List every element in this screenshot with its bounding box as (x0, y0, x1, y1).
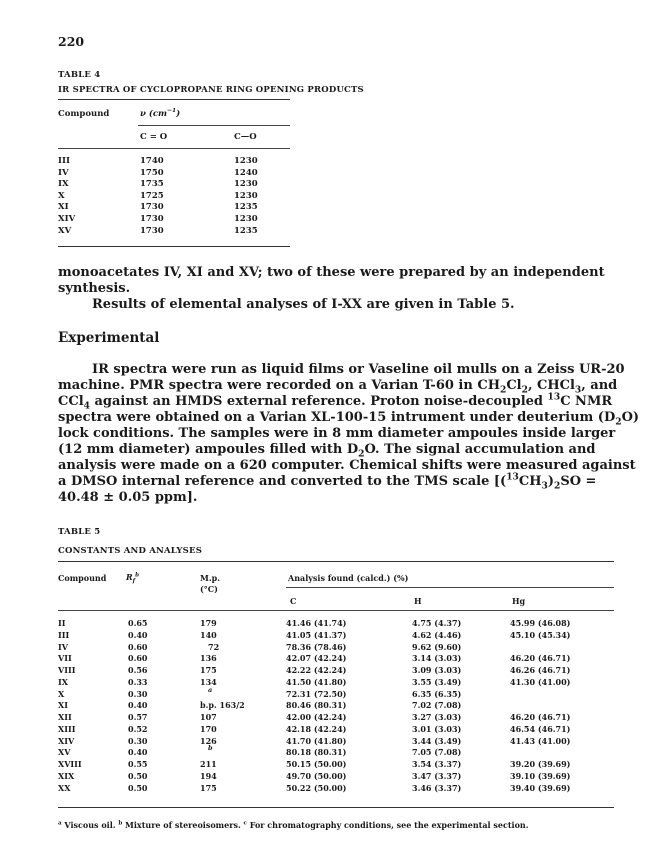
table4-header-rule (58, 148, 290, 149)
cell-h: 3.46 (3.37) (412, 782, 462, 793)
table4-label: TABLE 4 (58, 70, 101, 80)
cell-c-o: 1230 (234, 214, 258, 224)
cell-hg: 46.26 (46.71) (510, 665, 571, 675)
table-row (58, 759, 618, 770)
table4-col-compound: Compound (58, 109, 110, 119)
table5-header-rule (58, 610, 614, 611)
cell-compound: XI (58, 202, 69, 213)
cell-h: 3.27 (3.03) (412, 712, 462, 722)
cell-mp: a (208, 685, 213, 694)
cell-compound: VII (58, 653, 72, 664)
cell-hg: 45.99 (46.08) (510, 618, 571, 628)
table5-body (58, 618, 618, 798)
cell-rf: 0.57 (128, 712, 148, 722)
cell-mp: 175 (200, 782, 217, 793)
table5-footnotes (58, 820, 529, 830)
table-row (58, 168, 298, 180)
cell-h: 3.55 (3.49) (412, 676, 462, 687)
table4-top-rule (58, 99, 290, 100)
table-row (58, 156, 298, 168)
cell-co: 1730 (140, 214, 164, 224)
cell-c: 72.31 (72.50) (286, 688, 347, 699)
cell-rf: 0.60 (128, 653, 148, 664)
table-row (58, 783, 618, 794)
cell-compound: IV (58, 641, 68, 652)
cell-hg: 45.10 (45.34) (510, 629, 571, 640)
table4-body (58, 156, 298, 246)
cell-rf: 0.40 (128, 629, 148, 640)
cell-mp: 194 (200, 770, 217, 781)
table5 (58, 562, 618, 812)
exp-line-8: a DMSO internal reference and converted to the TMS scale [$(^{13}CH_3)_2SO$ = (58, 471, 597, 492)
cell-c-o: 1230 (234, 179, 258, 190)
cell-c: 41.50 (41.80) (286, 676, 347, 687)
table4-col-c-o: C—O (234, 132, 257, 142)
para1-line2: synthesis. (58, 281, 131, 296)
cell-h: 3.47 (3.37) (412, 770, 462, 781)
cell-hg: 41.43 (41.00) (510, 735, 571, 746)
cell-c-o: 1235 (234, 225, 258, 236)
table-row (58, 712, 618, 723)
table4-title: IR SPECTRA OF CYCLOPROPANE RING OPENING PRODUCTS (58, 85, 364, 95)
table-row (58, 736, 618, 747)
cell-c: 80.18 (80.31) (286, 747, 347, 758)
cell-h: 3.44 (3.49) (412, 735, 462, 746)
table5-bottom-rule (58, 807, 614, 808)
cell-rf: 0.65 (128, 618, 148, 628)
cell-mp: 107 (200, 712, 217, 722)
exp-line-2: machine. PMR spectra were recorded on a Varian T-60 in $CH_2Cl_2$, CHCl$_3$, and (58, 378, 618, 396)
cell-h: 4.62 (4.46) (412, 629, 462, 640)
cell-hg: 46.20 (46.71) (510, 653, 571, 664)
cell-compound: XIII (58, 723, 76, 734)
cell-compound: X (58, 688, 65, 699)
exp-line-5: lock conditions. The samples were in 8 mm diameter ampoules inside larger (58, 426, 616, 441)
footnote-a: Viscous oil. (61, 820, 119, 830)
cell-c: 42.00 (42.24) (286, 712, 347, 722)
cell-co: 1730 (140, 225, 164, 236)
cell-compound: XIV (58, 735, 75, 746)
cell-c: 41.46 (41.74) (286, 618, 347, 628)
cell-rf: 0.30 (128, 735, 148, 746)
cell-rf: 0.40 (128, 700, 148, 711)
cell-mp: 136 (200, 653, 217, 664)
cell-compound: X (58, 190, 65, 201)
table5-title: CONSTANTS AND ANALYSES (58, 546, 203, 556)
table4 (58, 104, 298, 254)
cell-hg: 39.40 (39.69) (510, 782, 571, 793)
cell-h: 3.01 (3.03) (412, 723, 462, 734)
table-row (58, 685, 618, 700)
cell-compound: XV (58, 225, 72, 236)
cell-hg: 46.20 (46.71) (510, 712, 571, 722)
footnote-b: Mixture of stereoisomers. (122, 820, 244, 830)
cell-compound: IX (58, 179, 69, 190)
table5-col-mp-unit: (°C) (200, 584, 218, 594)
cell-co: 1750 (140, 167, 164, 178)
cell-compound: VIII (58, 665, 76, 675)
table4-sub-rule (138, 125, 290, 126)
footnote-c-mark: c (243, 820, 247, 827)
cell-c: 49.70 (50.00) (286, 770, 347, 781)
table5-col-compound: Compound (58, 573, 107, 583)
table-row (58, 665, 618, 676)
cell-c: 41.70 (41.80) (286, 735, 347, 746)
heading-experimental: Experimental (58, 330, 160, 346)
cell-hg: 39.10 (39.69) (510, 770, 571, 781)
cell-mp: 134 (200, 676, 217, 687)
cell-h: 3.54 (3.37) (412, 759, 462, 769)
cell-compound: XV (58, 747, 71, 758)
table5-label: TABLE 5 (58, 527, 101, 537)
exp-line-3: CCl$_4$ against an HMDS external reference. Proton noise-decoupled $^{13}$C NMR (58, 391, 613, 412)
cell-h: 4.75 (4.37) (412, 618, 462, 628)
cell-c-o: 1230 (234, 156, 258, 166)
cell-c: 42.22 (42.24) (286, 665, 347, 675)
cell-c-o: 1230 (234, 190, 258, 201)
para1-line1: monoacetates IV, XI and XV; two of these were prepared by an independent (58, 265, 605, 280)
cell-mp: 170 (200, 723, 217, 734)
footnote-c: For chromatography conditions, see the experimental section. (246, 820, 529, 830)
cell-compound: XX (58, 782, 71, 793)
cell-mp: 72 (208, 641, 220, 652)
cell-mp: 175 (200, 665, 217, 675)
table-row (58, 202, 298, 214)
table-row (58, 226, 298, 238)
table5-col-analysis: Analysis found (calcd.) (%) (288, 573, 409, 583)
cell-c: 78.36 (78.46) (286, 641, 347, 652)
cell-c: 50.15 (50.00) (286, 759, 347, 769)
cell-h: 6.35 (6.35) (412, 688, 462, 699)
cell-mp: 179 (200, 618, 217, 628)
cell-compound: XI (58, 700, 68, 711)
cell-mp: 140 (200, 629, 217, 640)
table5-col-h: H (414, 596, 422, 606)
table5-sub-rule (286, 587, 614, 588)
cell-c-o: 1240 (234, 167, 258, 178)
cell-h: 7.02 (7.08) (412, 700, 462, 711)
table4-col-nu: ν $(cm^{-1})$ (140, 107, 181, 119)
table4-bottom-rule (58, 246, 290, 247)
cell-compound: II (58, 618, 66, 628)
cell-hg: 41.30 (41.00) (510, 676, 571, 687)
cell-rf: 0.50 (128, 770, 148, 781)
cell-mp: b.p. 163/2 (200, 700, 245, 711)
cell-rf: 0.50 (128, 782, 148, 793)
table-row (58, 653, 618, 664)
exp-line-1: IR spectra were run as liquid films or Vaseline oil mulls on a Zeiss UR-20 (92, 362, 625, 377)
table4-col-co: C = O (140, 132, 168, 142)
table-row (58, 191, 298, 203)
page-number: 220 (58, 34, 85, 49)
cell-h: 3.14 (3.03) (412, 653, 462, 664)
table-row (58, 618, 618, 629)
cell-hg: 39.20 (39.69) (510, 759, 571, 769)
exp-line-9: 40.48 ± 0.05 ppm]. (58, 490, 198, 505)
cell-rf: 0.40 (128, 747, 148, 758)
cell-compound: XIX (58, 770, 75, 781)
cell-rf: 0.52 (128, 723, 148, 734)
table-row (58, 724, 618, 735)
cell-h: 9.62 (9.60) (412, 641, 462, 652)
table5-col-rf: $R_f^b$ (126, 572, 139, 585)
cell-c: 41.05 (41.37) (286, 629, 347, 640)
cell-rf: 0.55 (128, 759, 148, 769)
cell-compound: XII (58, 712, 72, 722)
table-row (58, 179, 298, 191)
cell-compound: III (58, 156, 70, 166)
exp-line-6: (12 mm diameter) ampoules filled with $D_2O$. The signal accumulation and (58, 442, 596, 460)
footnote-b-mark: b (118, 820, 123, 827)
table5-col-mp: M.p. (200, 573, 221, 583)
cell-compound: IV (58, 167, 69, 178)
cell-co: 1730 (140, 202, 164, 213)
cell-compound: XVIII (58, 759, 82, 769)
cell-co: 1735 (140, 179, 164, 190)
cell-h: 3.09 (3.03) (412, 665, 462, 675)
exp-line-7: analysis were made on a 620 computer. Chemical shifts were measured against (58, 458, 636, 473)
exp-line-4: spectra were obtained on a Varian XL-100-15 intrument under deuterium $(D_2O)$ (58, 410, 640, 428)
para2: Results of elemental analyses of I-XX are given in Table 5. (92, 297, 515, 312)
cell-h: 7.05 (7.08) (412, 747, 462, 758)
table5-col-c: C (290, 596, 297, 606)
cell-compound: IX (58, 676, 68, 687)
cell-c: 42.07 (42.24) (286, 653, 347, 664)
table-row (58, 630, 618, 641)
cell-co: 1725 (140, 190, 164, 201)
cell-rf: 0.56 (128, 665, 148, 675)
table5-col-hg: Hg (512, 596, 526, 606)
cell-c-o: 1235 (234, 202, 258, 213)
cell-compound: XIV (58, 214, 76, 224)
table-row (58, 214, 298, 226)
cell-mp: 126 (200, 735, 217, 746)
table-row (58, 677, 618, 688)
cell-rf: 0.33 (128, 676, 148, 687)
table-row (58, 771, 618, 782)
cell-co: 1740 (140, 156, 164, 166)
cell-c: 80.46 (80.31) (286, 700, 347, 711)
cell-mp: 211 (200, 759, 217, 769)
table-row (58, 642, 618, 653)
cell-rf: 0.30 (128, 688, 148, 699)
footnote-a-mark: a (58, 820, 62, 827)
cell-hg: 46.54 (46.71) (510, 723, 571, 734)
cell-c: 42.18 (42.24) (286, 723, 347, 734)
cell-rf: 0.60 (128, 641, 148, 652)
cell-compound: III (58, 629, 70, 640)
cell-mp: b (208, 744, 213, 753)
table-row (58, 744, 618, 758)
cell-c: 50.22 (50.00) (286, 782, 347, 793)
table-row (58, 700, 618, 711)
